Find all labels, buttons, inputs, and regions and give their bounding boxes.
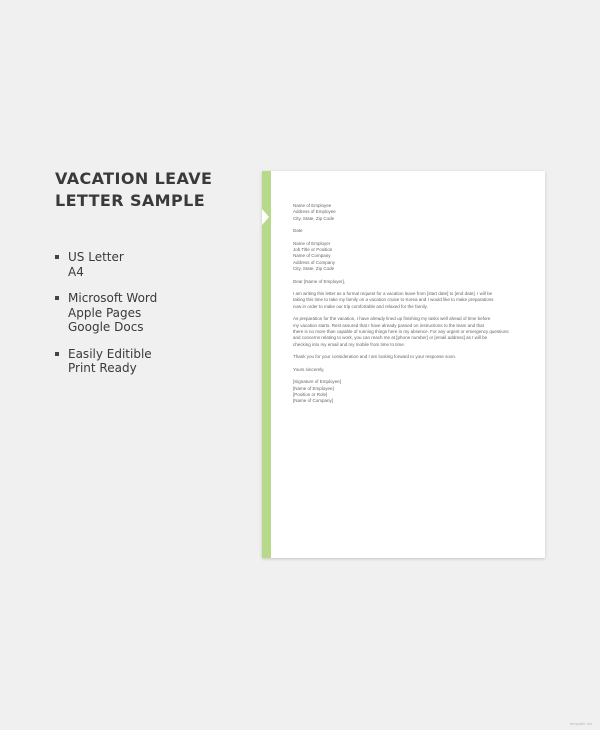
sender-address (293, 203, 518, 222)
salutation (293, 279, 518, 285)
letter-body (293, 203, 518, 411)
paragraph-line: As preparation for the vacation, I have already lined up finishing my tasks well ahead of time before (293, 316, 491, 322)
address-line: Address of Company (293, 259, 336, 265)
paragraph-line: and concerns relating to work, you can reach me at [phone number] or [email address] as I will be (293, 335, 488, 341)
format-item: Microsoft Word (68, 291, 158, 305)
paragraph-preparation (293, 316, 518, 347)
closing-line: Yours sincerely, (293, 366, 325, 372)
paragraph-thanks (293, 354, 518, 360)
signature-line: [Name of Employee] (293, 385, 334, 391)
signature-block (293, 379, 518, 404)
address-line: Name of Employer (293, 240, 331, 246)
date-line: Date (293, 228, 303, 234)
paragraph-line: my vacation starts. Rest assured that I have already passed on instructions to the team and that (293, 322, 484, 328)
accent-bar (262, 171, 271, 558)
letter-date (293, 228, 518, 234)
address-line: Job Title or Position (293, 247, 333, 253)
signature-line: [Position or Role] (293, 391, 328, 397)
letter-preview (262, 171, 545, 558)
address-line: City, State, Zip Code (293, 215, 335, 221)
bullet-icon (55, 352, 59, 356)
address-line: City, State, Zip Code (293, 265, 335, 271)
address-line: Address of Employee (293, 209, 336, 215)
format-item: Print Ready (68, 361, 137, 375)
accent-notch (262, 209, 269, 225)
format-item: US Letter (68, 250, 124, 264)
salutation-line: Dear [Name of Employer], (293, 278, 346, 284)
bullet-icon (55, 296, 59, 300)
paragraph-request (293, 291, 518, 310)
format-item: Apple Pages (68, 305, 142, 320)
product-info (55, 168, 255, 388)
recipient-address (293, 241, 518, 272)
address-line: Name of Company (293, 253, 331, 259)
paragraph-line: checking into my email and my mobile from time to time. (293, 341, 406, 347)
watermark: template.net (569, 721, 592, 726)
address-line: Name of Employee (293, 203, 332, 208)
bullet-icon (55, 255, 59, 259)
paragraph-line: Thank you for your consideration and I am looking forward to your response soon. (293, 354, 457, 360)
format-group-software (55, 291, 255, 335)
format-item: A4 (68, 264, 84, 279)
signature-line: [Name of Company] (293, 398, 334, 404)
closing (293, 367, 518, 373)
paragraph-line: taking this time to take my family on a vacation cruise to Korea and I would like to make preparations (293, 297, 494, 303)
format-item: Google Docs (68, 320, 144, 334)
paragraph-line: there is no more than capable of running things here in my absence. For any urgent or emergency questions (293, 328, 509, 334)
signature-line: [Signature of Employee] (293, 379, 342, 385)
paragraph-line: now in order to make our trip comfortable and relaxed for the family. (293, 303, 428, 309)
page-title: VACATION LEAVE LETTER SAMPLE (55, 169, 213, 210)
paragraph-line: I am writing this letter as a formal request for a vacation leave from [start date] to [end date]. I will be (293, 291, 493, 297)
format-group-features (55, 347, 255, 376)
format-item: Easily Editible (68, 346, 152, 361)
format-group-paper-size (55, 250, 255, 279)
